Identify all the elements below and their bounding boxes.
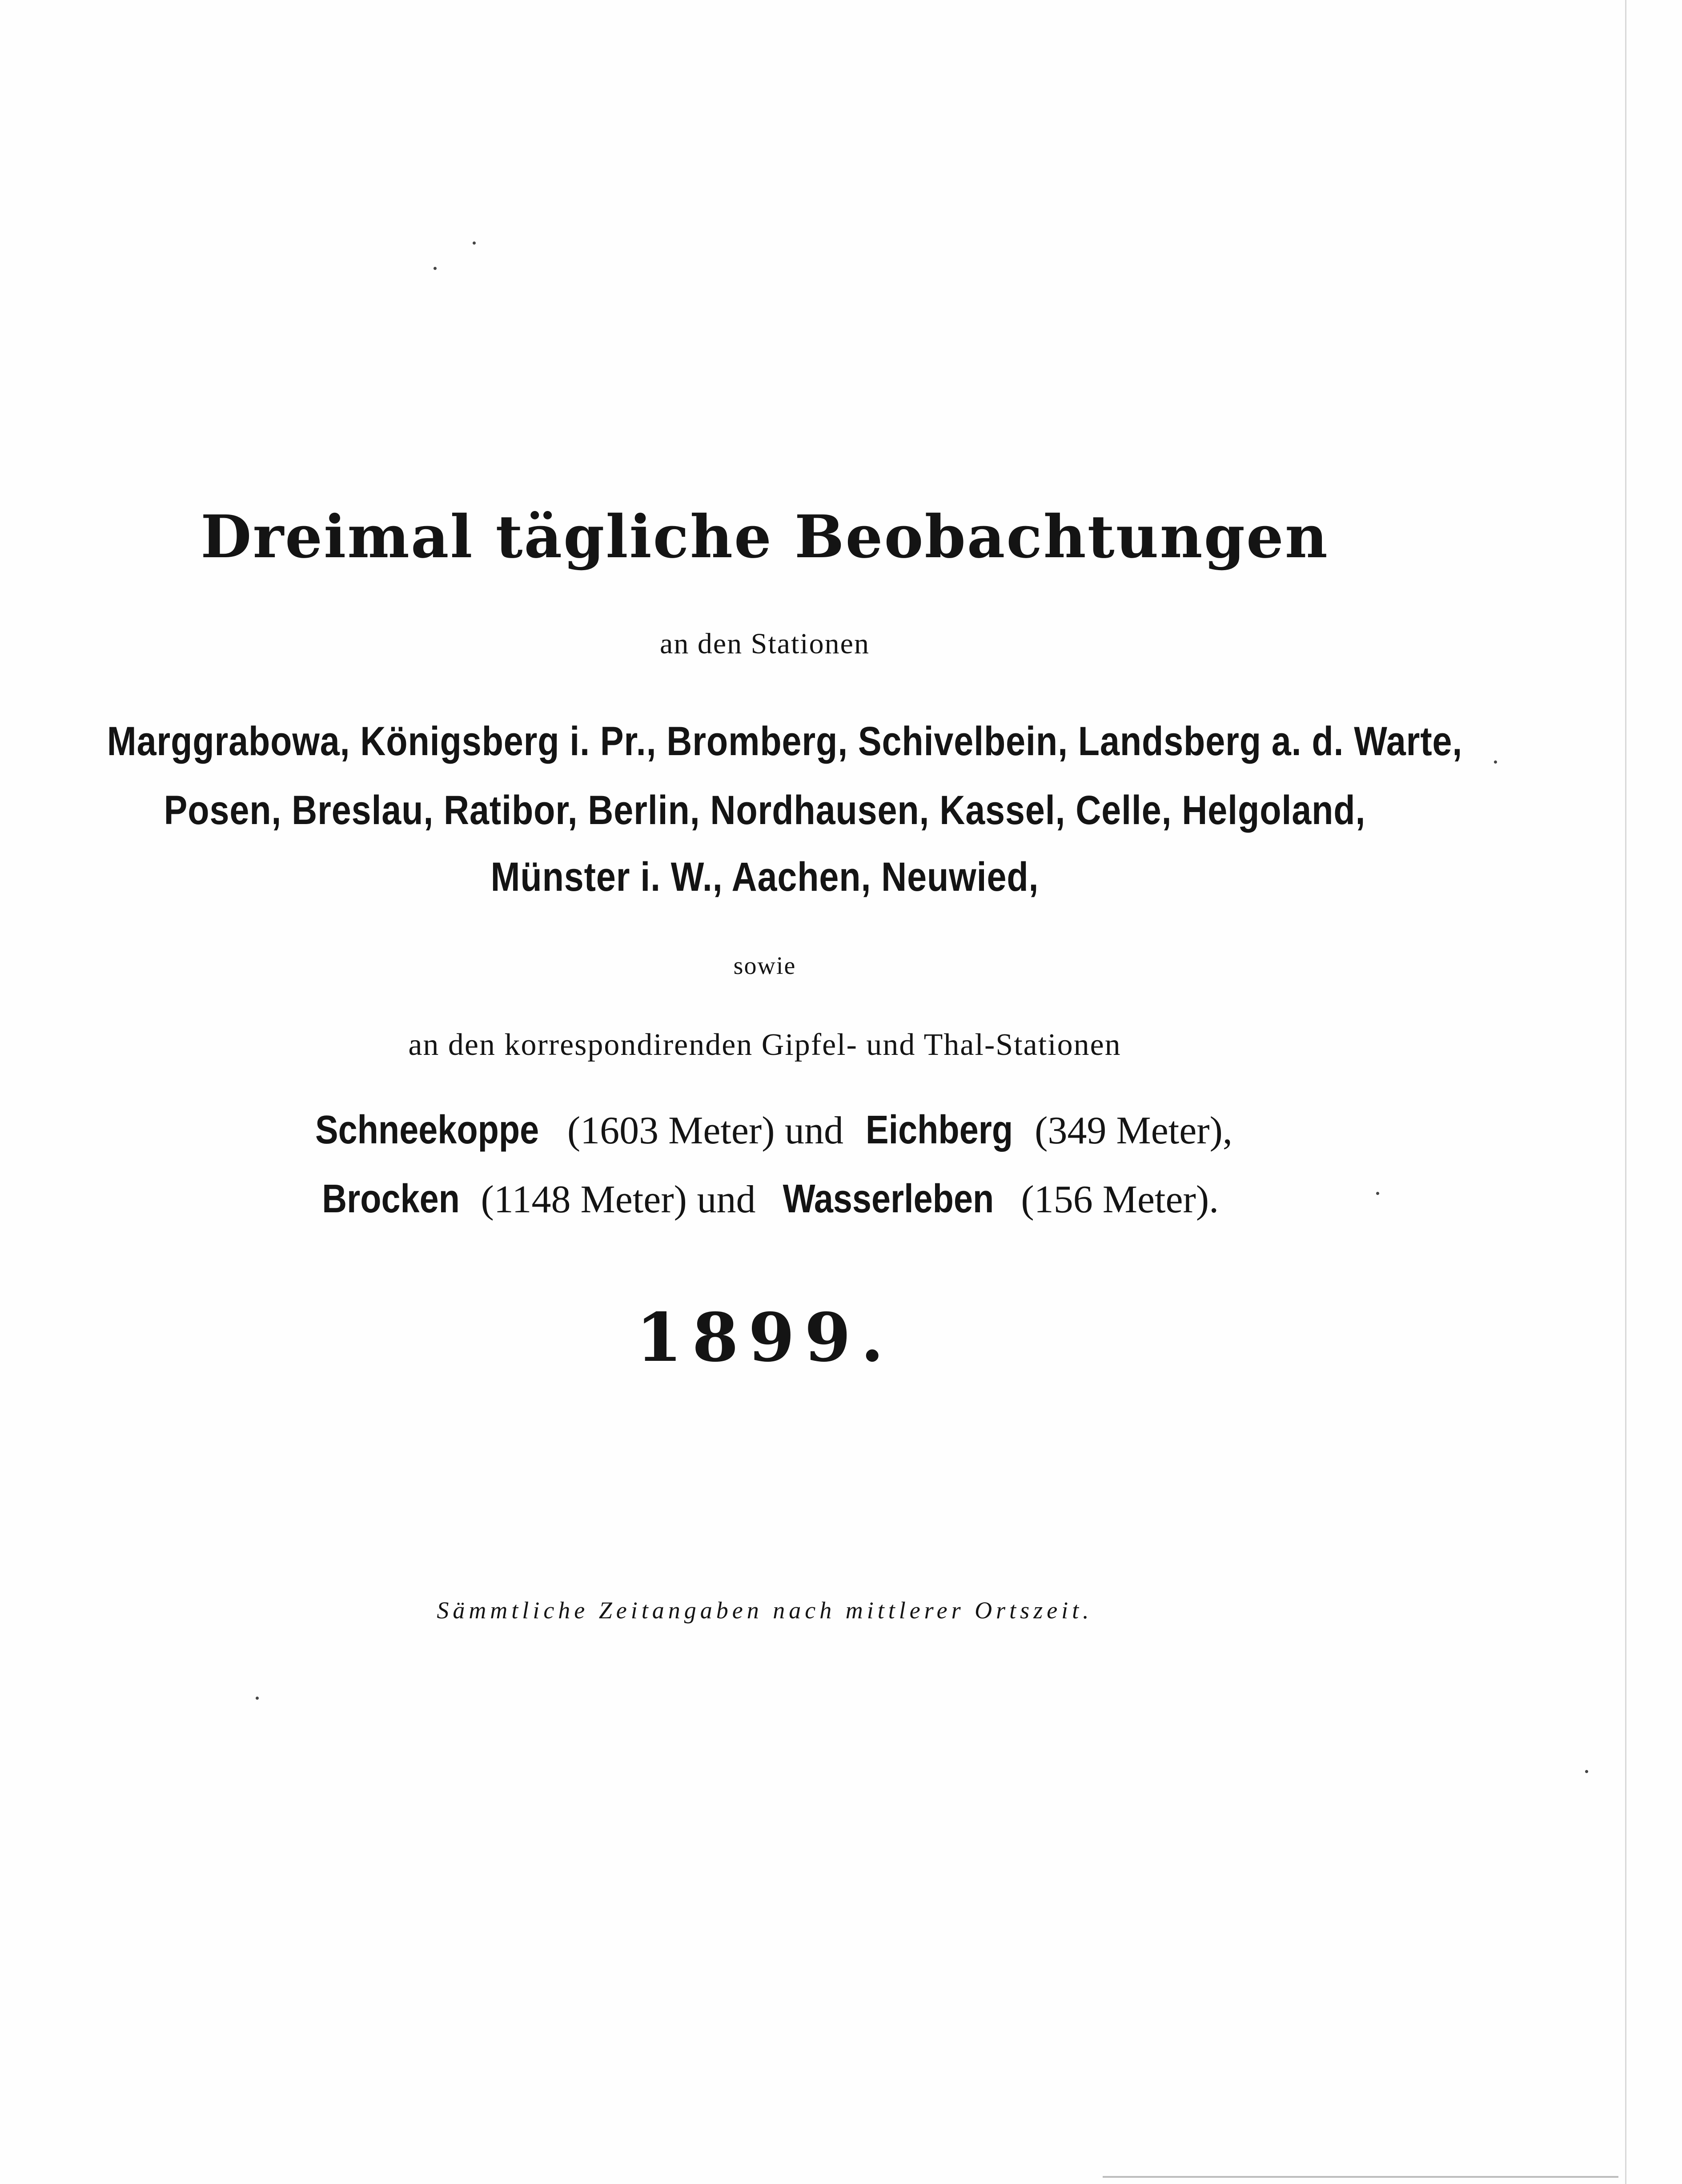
- peak-station-name: Brocken: [322, 1177, 460, 1221]
- peak-station-height: (1148 Meter): [481, 1178, 687, 1221]
- conjunction-sowie: sowie: [733, 952, 796, 980]
- valley-station-name: Eichberg: [865, 1108, 1013, 1152]
- page-title: Dreimal tägliche Beobachtungen: [201, 503, 1329, 571]
- peak-pair-und: und: [785, 1109, 844, 1152]
- scan-speck: [473, 241, 476, 245]
- peak-pair-und: und: [697, 1178, 756, 1221]
- page-edge-line: [1625, 0, 1626, 2184]
- stations-line-3: Münster i. W., Aachen, Neuwied,: [490, 854, 1039, 900]
- corresponding-stations-intro: an den korrespondirenden Gipfel- und Thal-Stationen: [408, 1028, 1121, 1062]
- valley-station-height: (156 Meter).: [1021, 1178, 1219, 1221]
- scan-speck: [434, 267, 437, 270]
- scan-speck: [1494, 760, 1497, 764]
- stations-line-2: Posen, Breslau, Ratibor, Berlin, Nordhausen, Kassel, Celle, Helgoland,: [164, 788, 1366, 833]
- publication-year: 1899.: [636, 1299, 894, 1377]
- stations-line-1: Marggrabowa, Königsberg i. Pr., Bromberg, Schivelbein, Landsberg a. d. Warte,: [107, 719, 1463, 764]
- valley-station-height: (349 Meter),: [1035, 1109, 1232, 1152]
- scan-speck: [1585, 1770, 1588, 1773]
- scan-speck: [256, 1697, 259, 1700]
- subtitle: an den Stationen: [660, 627, 870, 660]
- page-bottom-edge: [1103, 2176, 1618, 2178]
- peak-pair-line-1: [0, 1107, 1529, 1153]
- peak-pair-line-2: [0, 1176, 1529, 1222]
- scan-speck: [1376, 1192, 1379, 1195]
- valley-station-name: Wasserleben: [783, 1177, 994, 1221]
- peak-station-height: (1603 Meter): [567, 1109, 775, 1152]
- peak-station-name: Schneekoppe: [315, 1108, 539, 1152]
- footnote: Sämmtliche Zeitangaben nach mittlerer Ortszeit.: [437, 1597, 1093, 1624]
